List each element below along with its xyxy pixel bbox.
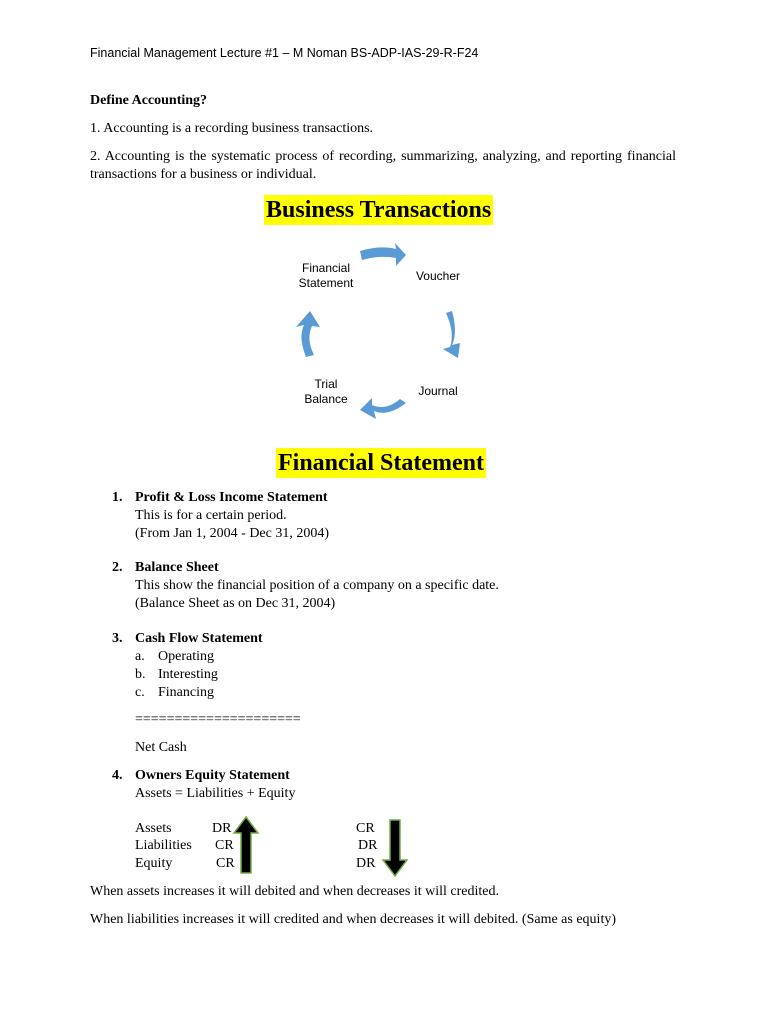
item-title: Cash Flow Statement xyxy=(135,631,263,646)
decrease-down-arrow-icon xyxy=(381,818,409,878)
sub-text: Interesting xyxy=(158,667,218,682)
definition-2: 2. Accounting is the systematic process of recording, summarizing, analyzing, and reporting financial transactions for a business or individual. xyxy=(90,149,676,182)
arrow-statement-to-voucher xyxy=(360,243,406,266)
row-liabilities-decrease: DR xyxy=(358,838,378,853)
item-line: This is for a certain period. xyxy=(135,508,287,523)
row-equity-name: Equity xyxy=(135,856,173,871)
row-equity-increase: CR xyxy=(216,856,235,871)
increase-up-arrow-icon xyxy=(232,815,260,875)
label-voucher: Voucher xyxy=(415,269,461,283)
item-line: (From Jan 1, 2004 - Dec 31, 2004) xyxy=(135,526,330,541)
sub-item-c xyxy=(135,684,214,702)
row-assets-decrease: CR xyxy=(356,821,375,836)
item-title: Balance Sheet xyxy=(135,560,219,575)
label-trial-balance: Trial Balance xyxy=(304,377,348,406)
row-equity-decrease: DR xyxy=(356,856,376,871)
label-journal: Journal xyxy=(418,384,458,398)
business-transactions-title: Business Transactions xyxy=(266,197,492,223)
list-number: 3. xyxy=(112,631,123,646)
item-title: Owners Equity Statement xyxy=(135,768,290,783)
closing-paragraph-1: When assets increases it will debited and when decreases it will credited. xyxy=(90,884,499,899)
sub-text: Financing xyxy=(158,685,214,700)
sub-item-a xyxy=(135,648,214,666)
arrow-journal-to-trial-balance xyxy=(360,398,406,419)
closing-paragraph-2: When liabilities increases it will credited and when decreases it will debited. (Same as equity) xyxy=(90,912,616,927)
item-title: Profit & Loss Income Statement xyxy=(135,490,328,505)
row-liabilities-increase: CR xyxy=(215,838,234,853)
sub-text: Operating xyxy=(158,649,214,664)
page-header: Financial Management Lecture #1 – M Noman BS-ADP-IAS-29-R-F24 xyxy=(90,46,479,60)
separator-line: ===================== xyxy=(135,712,301,727)
accounting-cycle-diagram xyxy=(280,235,490,435)
arrow-trial-balance-to-statement xyxy=(296,311,320,357)
list-number: 1. xyxy=(112,490,123,505)
financial-statement-title: Financial Statement xyxy=(278,450,484,476)
sub-letter: a. xyxy=(135,649,145,664)
item-line: This show the financial position of a company on a specific date. xyxy=(135,578,499,593)
item-line: Assets = Liabilities + Equity xyxy=(135,786,296,801)
item-line: (Balance Sheet as on Dec 31, 2004) xyxy=(135,596,336,611)
arrow-voucher-to-journal xyxy=(443,311,460,358)
row-assets-increase: DR xyxy=(212,821,232,836)
list-number: 2. xyxy=(112,560,123,575)
row-liabilities-name: Liabilities xyxy=(135,838,192,853)
sub-item-b xyxy=(135,666,218,684)
list-number: 4. xyxy=(112,768,123,783)
sub-letter: b. xyxy=(135,667,146,682)
sub-letter: c. xyxy=(135,685,145,700)
net-cash-label: Net Cash xyxy=(135,740,187,755)
row-assets-name: Assets xyxy=(135,821,172,836)
question-heading: Define Accounting? xyxy=(90,93,208,108)
definition-1: 1. Accounting is a recording business transactions. xyxy=(90,121,374,136)
label-financial-statement: Financial Statement xyxy=(298,261,354,290)
